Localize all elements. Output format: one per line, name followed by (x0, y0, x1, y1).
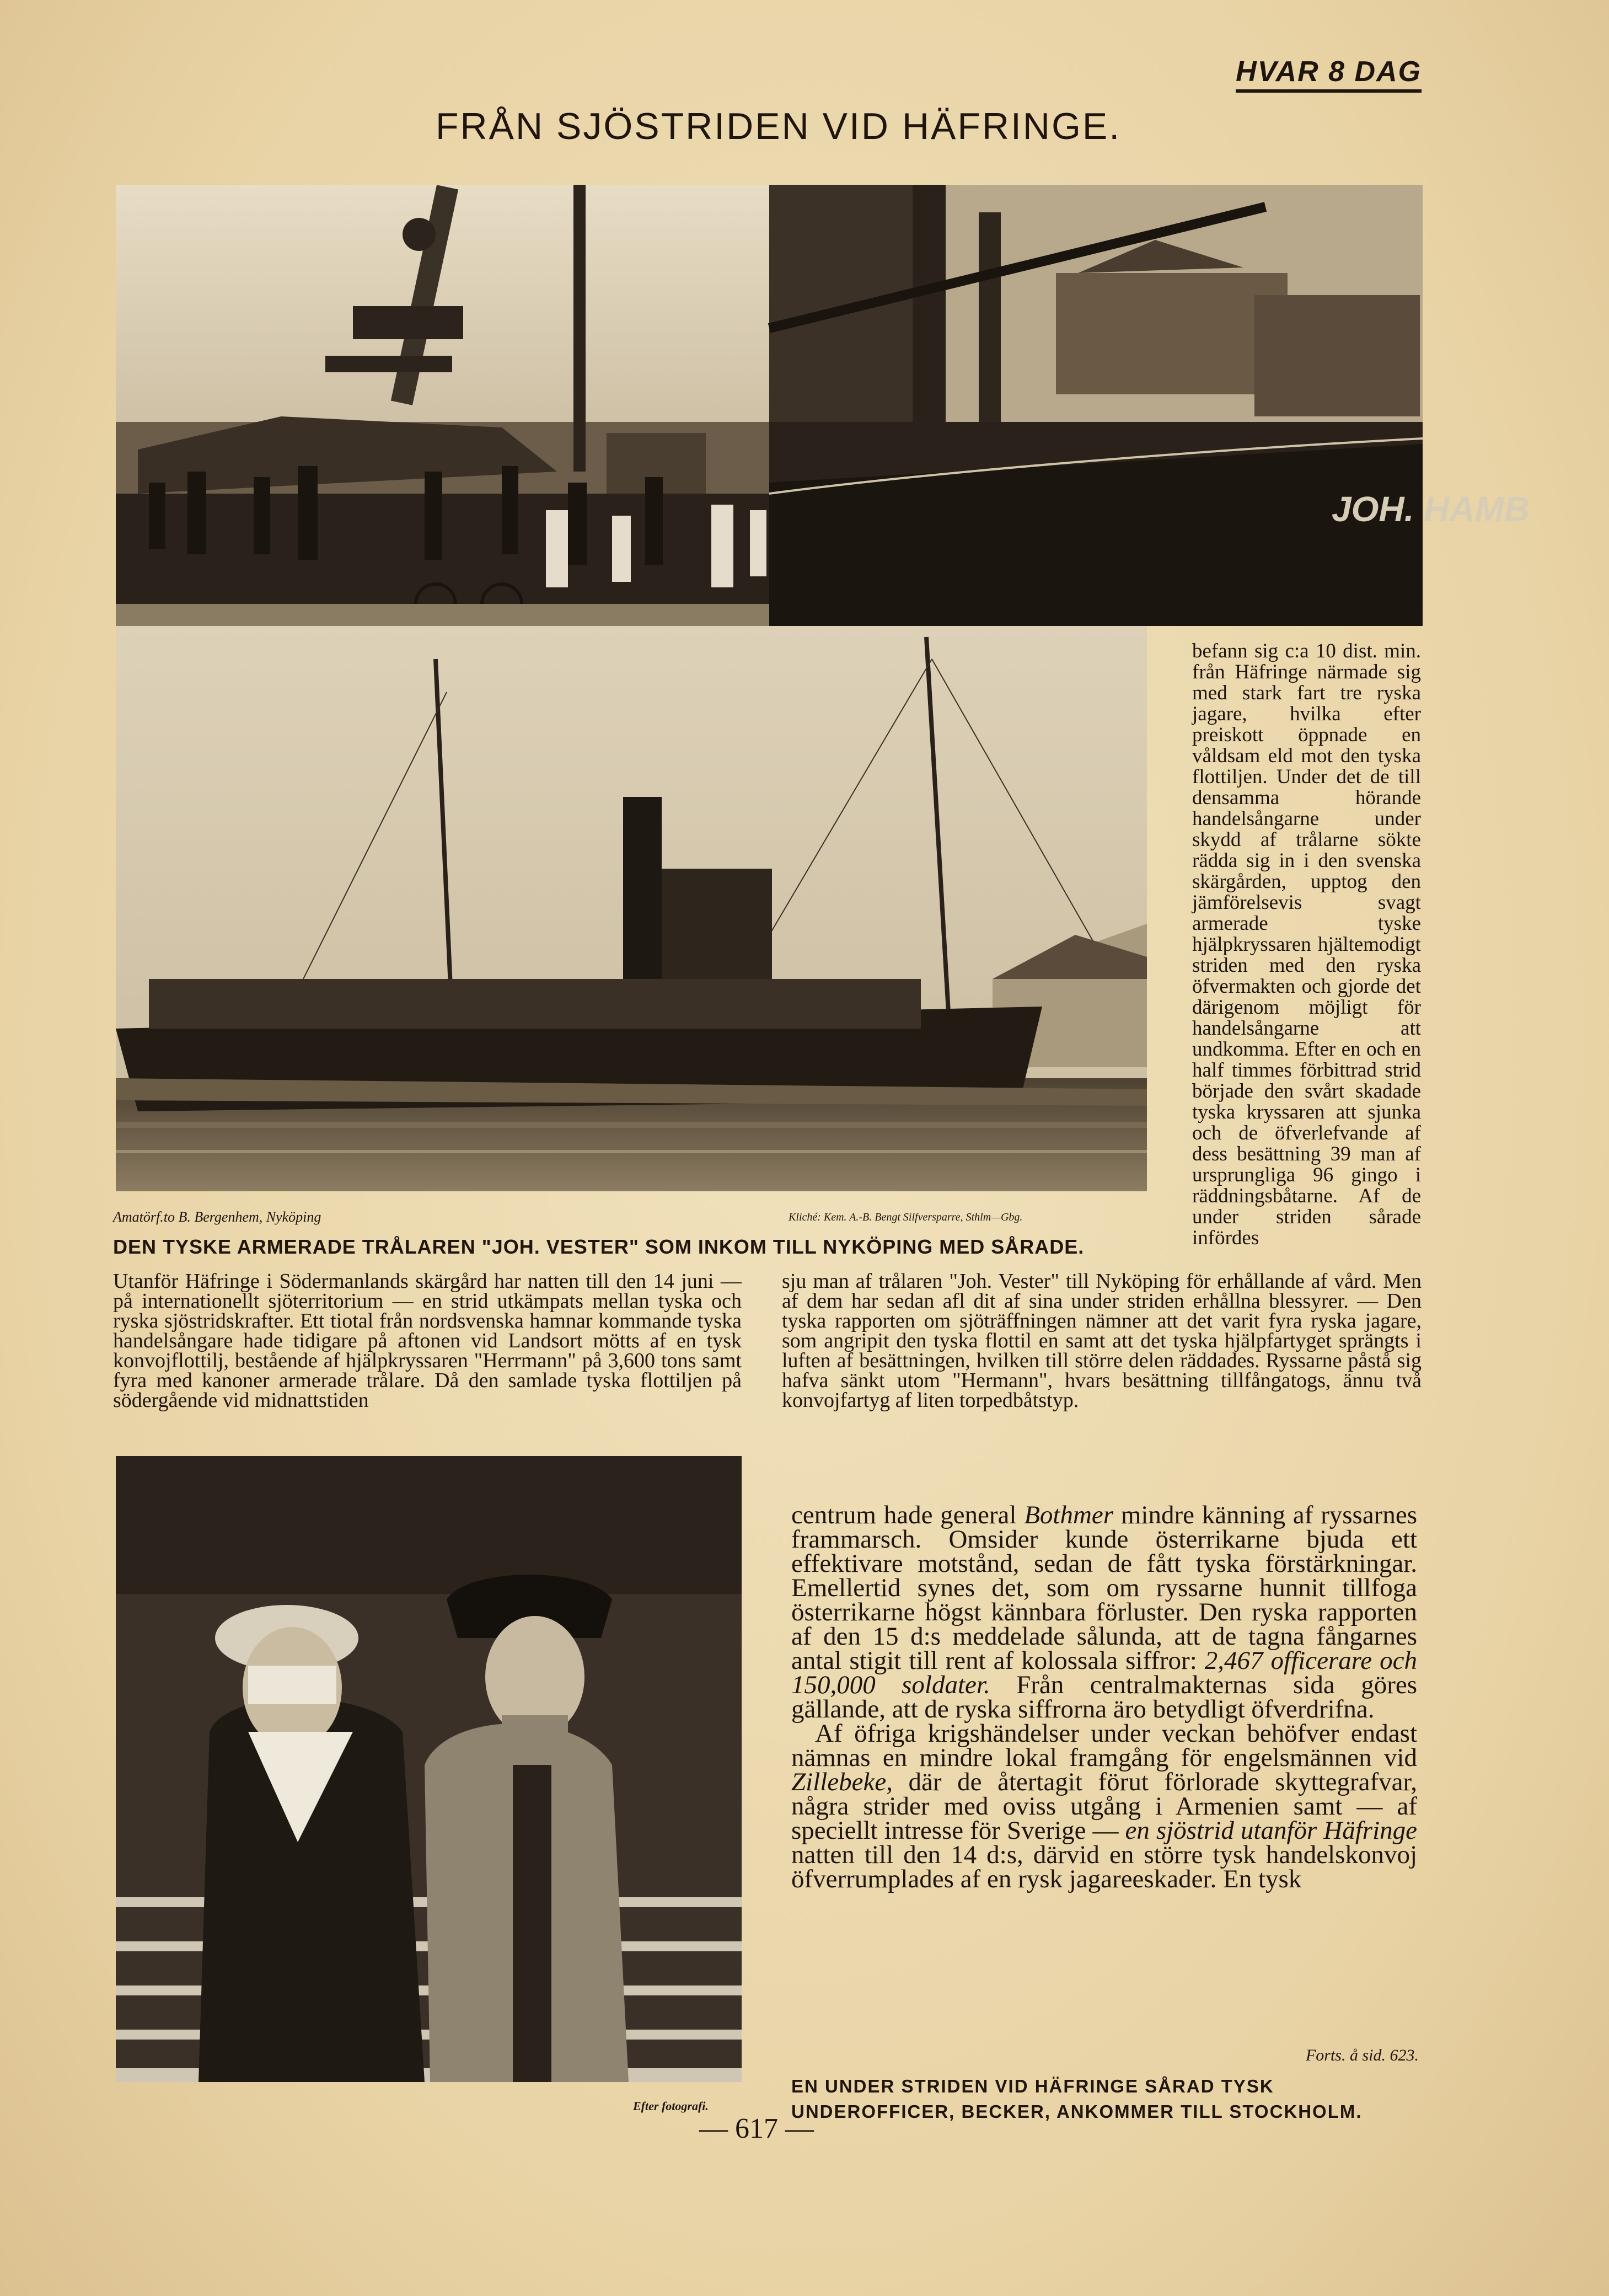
article-column-left: Utanför Häfringe i Södermanlands skärgård har natten till den 14 juni — på internationellt sjöterritorium — en strid utkämpats mellan tyska och ryska sjöstridskrafter. Ett tiotal från nordsvenska hamnar kommande tyska handelsångare hade tidigare på aftonen vid Landsort mötts af en tysk konvojflottilj, bestående af hjälpkryssaren "Herrmann" på 3,600 tons samt fyra med kanoner armerade trålare. Då den samlade tyska flottiljen på södergående vid midnattstiden (113, 1270, 742, 1412)
article-column-right: sju man af trålaren "Joh. Vester" till Nyköping för erhållande af vård. Men af dem har sedan afl dit af sina under striden erhållna blessyrer. — Den tyska rapporten om sjöträffningen nämner att det varit fyra ryska jagare, som angripit den tyska flottil en samt att det tyska hjälpfartyget sprängts i luften af besättningen, hvilken till större delen räddades. Ryssarne påstå sig hafva sänkt utom "Hermann", hvars besättning tillfångatogs, ännu två konvojfartyg af liten torpedbåtstyp. (782, 1270, 1422, 1412)
cliche-credit: Kliché: Kem. A.-B. Bengt Silfversparre, Sthlm—Gbg. (789, 1211, 1023, 1223)
photo-ship-stern (769, 185, 1530, 626)
photo-crowd-at-dock (116, 185, 769, 626)
masthead: HVAR 8 DAG (1236, 55, 1422, 93)
photo-wounded-officer (116, 1456, 742, 2082)
photo-trawler-joh-vester (116, 626, 1147, 1191)
main-article-text: centrum hade general Bothmer mindre känning af ryssarnes frammarsch. Omsider kunde österrikarne bjuda ett effektivare motstånd, sedan de fått tyska förstärkningar. Emellertid synes det, som om ryssarne hunnit tillfoga österrikarne högst kännbara förluster. Den ryska rapporten af den 15 d:s meddelade sålunda, att de tagna fångarnes antal stigit till rent af kolossala siffror: 2,467 officerare och 150,000 soldater. Från centralmakternas sida göres gällande, att de ryska siffrorna äro betydligt öfverdrifna. Af öfriga krigshändelser under veckan behöfver endast nämnas en mindre lokal framgång för engelsmännen vid Zillebeke, där de återtagit förut förlorade skyttegrafvar, några strider med oviss utgång i Armenien samt — af speciellt intresse för Sverige — en sjöstrid utanför Häfringe natten till den 14 d:s, därvid en större tysk handelskonvoj öfverrumplades af en rysk jagareeskader. En tysk (791, 1501, 1418, 1893)
narrow-text-column: befann sig c:a 10 dist. min. från Häfringe närmade sig med stark fart tre ryska jagare, hvilka efter preiskott öppnade en våldsam eld mot den tyska flottiljen. Under det de till densamma hörande handelsångarne under skydd af trålarne sökte rädda sig in i den svenska skärgården, upptog den jämförelsevis svagt armerade tyske hjälpkryssaren hjältemodigt striden med den ryska öfvermakten och gjorde det därigenom möjligt för handelsångarne att undkomma. Efter en och en half timmes förbittrad strid började den svårt skadade tyska kryssaren att sjunka och de öfverlefvande af dess besättning 39 man af ursprungliga 96 gingo i räddningsbåtarne. Af de under striden sårade infördes (1192, 640, 1421, 1249)
officer-caption: EN UNDER STRIDEN VID HÄFRINGE SÅRAD TYSK UNDEROFFICER, BECKER, ANKOMMER TILL STOCKHOLM. (791, 2076, 1363, 2122)
photographer-credit: Amatörf.to B. Bergenhem, Nyköping (113, 1209, 321, 1225)
stern-name-text: JOH. HAMB (1332, 489, 1530, 529)
page-number: — 617 — (699, 2113, 814, 2144)
page-title: FRÅN SJÖSTRIDEN VID HÄFRINGE. (436, 105, 1122, 147)
continued-note: Forts. å sid. 623. (1305, 2046, 1419, 2064)
trawler-caption: DEN TYSKE ARMERADE TRÅLAREN "JOH. VESTER" SOM INKOM TILL NYKÖPING MED SÅRADE. (113, 1235, 1085, 1258)
photo-credit-bottom: Efter fotografi. (633, 2099, 709, 2113)
